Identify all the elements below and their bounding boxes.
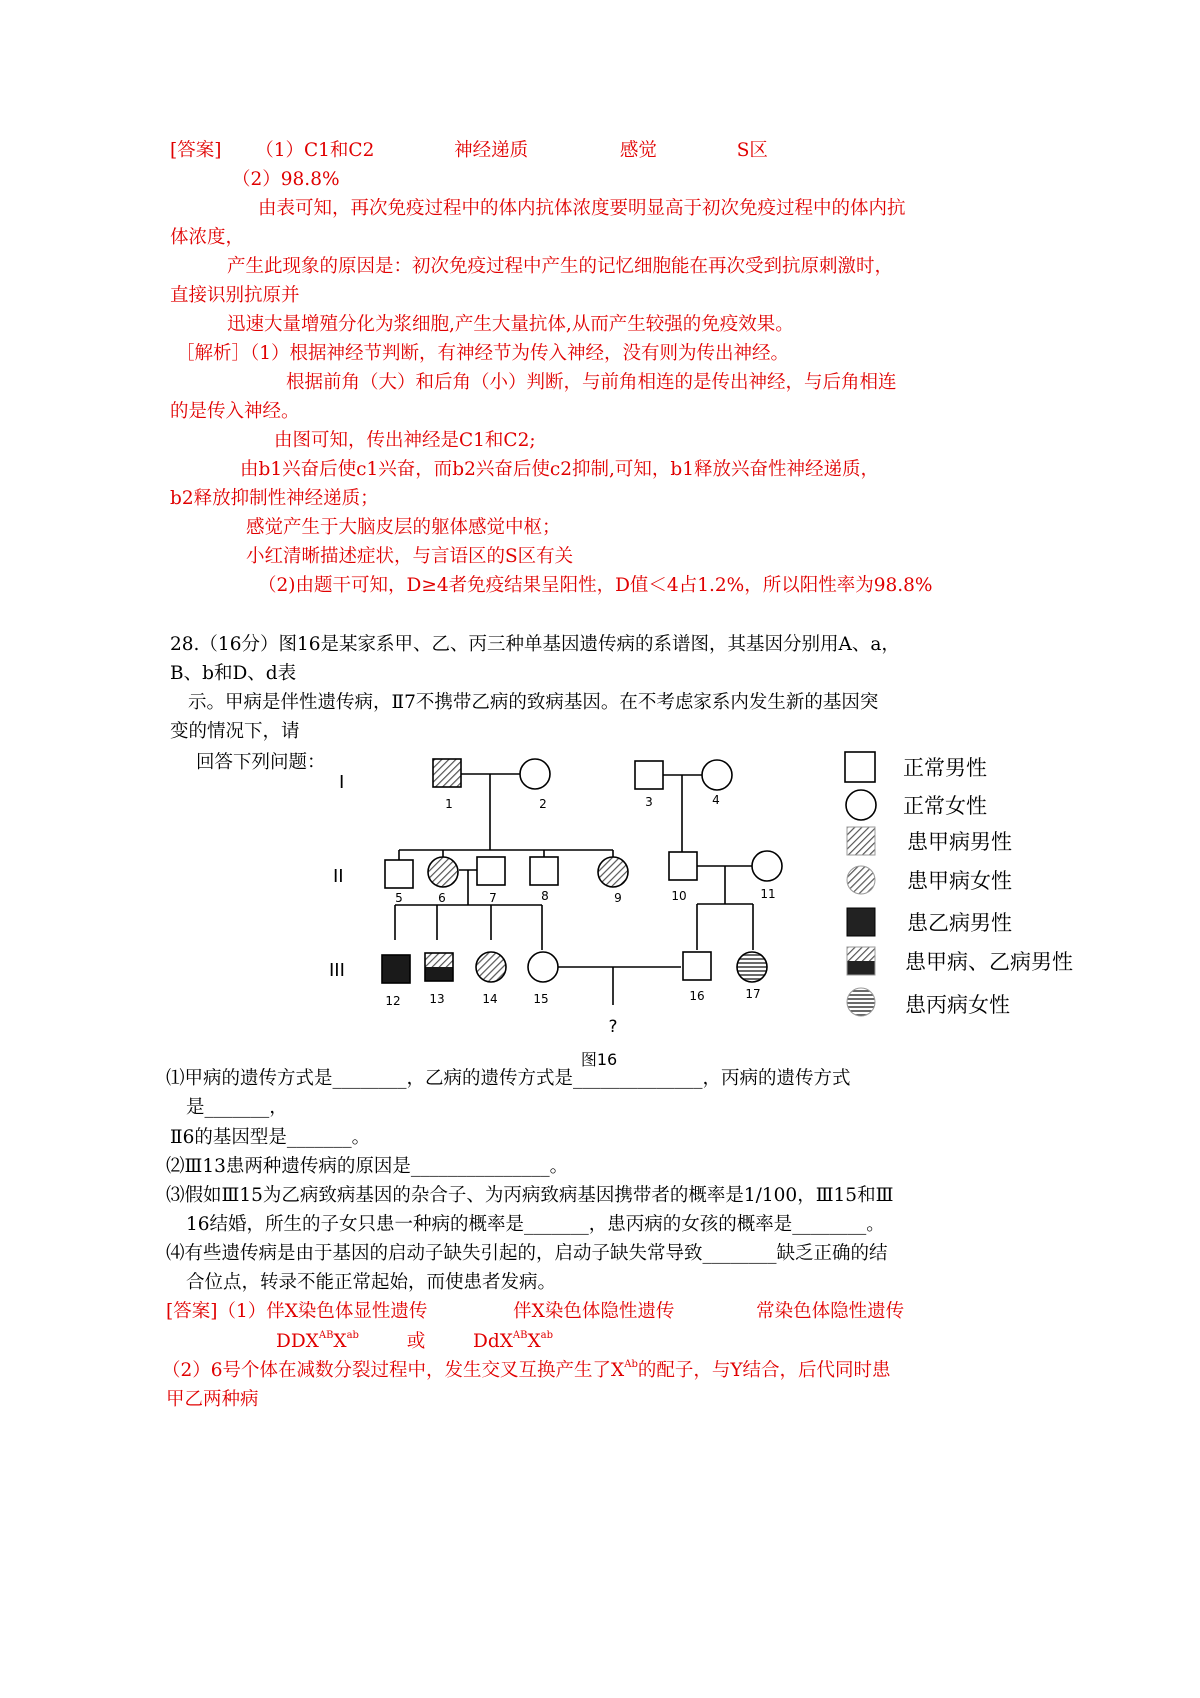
answer-part-1c: S区 [736, 140, 768, 161]
answer-part-1a: 神经递质 [454, 140, 529, 161]
answer-line-4b: 直接识别抗原并 [170, 285, 300, 306]
answer28-part-1b: 伴X染色体隐性遗传 [513, 1301, 675, 1322]
answer28-genotypes [276, 1329, 553, 1355]
number-11: 11 [760, 887, 776, 901]
analysis-line-4b: b2释放抑制性神经递质； [170, 488, 379, 509]
answer-line-3a: 由表可知，再次免疫过程中的体内抗体浓度要明显高于初次免疫过程中的体内抗 [258, 198, 906, 219]
individual-17 [737, 952, 767, 982]
legend-label-normal-female: 正常女性 [903, 794, 987, 818]
answer-line-3b: 体浓度， [170, 227, 245, 248]
number-6: 6 [438, 891, 446, 905]
legend-label-ab-male: 患甲病、乙病男性 [905, 950, 1073, 974]
legend-ab-male-upper [847, 947, 875, 961]
answer28-line-2a [162, 1358, 891, 1384]
figure-caption: 图16 [580, 1050, 618, 1069]
legend [845, 752, 1073, 1017]
question-1b: 是_______， [186, 1097, 288, 1118]
individual-3 [635, 761, 663, 789]
legend-label-a-female: 患甲病女性 [907, 869, 1012, 893]
number-8: 8 [541, 889, 549, 903]
individual-9 [598, 857, 628, 887]
answer28-line-1 [166, 1299, 904, 1325]
answer28-part-2-post: 的配子，与Y结合，后代同时患 [637, 1360, 891, 1381]
generation-label-II: II [333, 866, 344, 887]
individual-6 [428, 857, 458, 887]
legend-label-normal-male: 正常男性 [903, 756, 987, 780]
number-13: 13 [429, 992, 445, 1006]
q28-line-3: 示。甲病是伴性遗传病，Ⅱ7不携带乙病的致病基因。在不考虑家系内发生新的基因突 [188, 692, 879, 713]
number-15: 15 [533, 992, 549, 1006]
individual-14 [476, 952, 506, 982]
individual-10 [669, 852, 697, 880]
genotype-or: 或 [406, 1331, 426, 1352]
legend-ab-male-lower [847, 961, 875, 975]
answer-line-2: （2）98.8% [232, 169, 340, 190]
answer-label: [答案] [170, 140, 222, 161]
q28-line-2: B、b和D、d表 [170, 663, 297, 684]
individual-2 [520, 759, 550, 789]
answer28-part-1: （1）伴X染色体显性遗传 [217, 1301, 428, 1322]
genotype-2-base: DdX [473, 1331, 513, 1352]
legend-label-b-male: 患乙病男性 [907, 911, 1012, 935]
analysis-line-1: ［解析］（1）根据神经节判断，有神经节为传入神经，没有则为传出神经。 [176, 343, 790, 364]
answer28-label: [答案] [166, 1301, 218, 1322]
legend-label-c-female: 患丙病女性 [905, 993, 1010, 1017]
legend-a-female-icon [847, 866, 875, 894]
number-16: 16 [689, 989, 705, 1003]
number-7: 7 [489, 891, 497, 905]
individual-1 [433, 759, 461, 787]
pedigree-figure [329, 756, 1095, 1075]
generation-label-I: I [339, 772, 345, 793]
question-4b: 合位点，转录不能正常起始，而使患者发病。 [186, 1272, 557, 1293]
number-3: 3 [645, 795, 653, 809]
question-4a: ⑷有些遗传病是由于基因的启动子缺失引起的，启动子缺失常导致________缺乏正确的结 [166, 1243, 888, 1264]
question-mark: ? [608, 1017, 618, 1037]
individual-15 [528, 952, 558, 982]
individual-12 [382, 955, 410, 983]
analysis-line-7: （2)由题干可知，D≥4者免疫结果呈阳性，D值＜4占1.2%，所以阳性率为98.8% [258, 575, 933, 596]
individual-4 [702, 760, 732, 790]
individual-13-lower [425, 967, 453, 981]
genotype-1-base: DDX [276, 1331, 319, 1352]
number-5: 5 [395, 891, 403, 905]
number-17: 17 [745, 987, 761, 1001]
genotype-1 [276, 1331, 359, 1352]
q28-line-5: 回答下列问题： [196, 752, 326, 773]
question-2: ⑵Ⅲ13患两种遗传病的原因是_______________。 [166, 1156, 569, 1177]
analysis-line-3: 由图可知，传出神经是C1和C2; [274, 430, 536, 451]
answer-part-1: （1）C1和C2 [255, 140, 375, 161]
number-2: 2 [539, 797, 547, 811]
number-4: 4 [712, 793, 720, 807]
question-1a: ⑴甲病的遗传方式是________，乙病的遗传方式是______________，丙病的遗传方式 [166, 1068, 851, 1089]
q28-line-4: 变的情况下，请 [170, 721, 300, 742]
genotype-2-sup1: AB [512, 1330, 528, 1341]
answer28-line-2b: 甲乙两种病 [166, 1389, 259, 1410]
analysis-line-2b: 的是传入神经。 [170, 401, 300, 422]
analysis-line-5: 感觉产生于大脑皮层的躯体感觉中枢； [246, 517, 561, 538]
individual-11 [752, 851, 782, 881]
number-9: 9 [614, 891, 622, 905]
genotype-1-sup2: ab [346, 1330, 359, 1341]
individual-13-upper [425, 953, 453, 967]
legend-a-male-icon [847, 827, 875, 855]
individual-16 [683, 952, 711, 980]
question-3b: 16结婚，所生的子女只患一种病的概率是_______，患丙病的女孩的概率是________。 [186, 1214, 885, 1235]
number-12: 12 [385, 994, 401, 1008]
genotype-2-sup2: ab [540, 1330, 554, 1341]
answer-line-4a: 产生此现象的原因是：初次免疫过程中产生的记忆细胞能在再次受到抗原刺激时， [227, 256, 894, 277]
answer-line-5: 迅速大量增殖分化为浆细胞,产生大量抗体,从而产生较强的免疫效果。 [227, 314, 794, 335]
analysis-line-2a: 根据前角（大）和后角（小）判断，与前角相连的是传出神经，与后角相连 [286, 372, 897, 393]
analysis-line-4a: 由b1兴奋后使c1兴奋，而b2兴奋后使c2抑制,可知，b1释放兴奋性神经递质， [240, 459, 879, 480]
genotype-2 [473, 1331, 553, 1352]
number-10: 10 [671, 889, 687, 903]
generation-label-III: III [329, 960, 345, 981]
analysis-line-6: 小红清晰描述症状，与言语区的S区有关 [246, 546, 574, 567]
individual-8 [530, 857, 558, 885]
question-3a: ⑶假如Ⅲ15为乙病致病基因的杂合子、为丙病致病基因携带者的概率是1/100，Ⅲ15和Ⅲ [166, 1185, 894, 1206]
number-1: 1 [445, 797, 453, 811]
legend-normal-male-icon [845, 752, 875, 782]
legend-c-female-icon [847, 988, 875, 1016]
genotype-1-mid: X [333, 1331, 347, 1352]
genotype-2-mid: X [527, 1331, 541, 1352]
answer-line-1 [170, 138, 768, 164]
number-14: 14 [482, 992, 498, 1006]
legend-normal-female-icon [846, 790, 876, 820]
answer28-part-1c: 常染色体隐性遗传 [756, 1301, 905, 1322]
individual-5 [385, 860, 413, 888]
legend-b-male-icon [847, 908, 875, 936]
genotype-1-sup1: AB [318, 1330, 334, 1341]
individual-7 [477, 857, 505, 885]
q28-line-1: 28.（16分）图16是某家系甲、乙、丙三种单基因遗传病的系谱图，其基因分别用A、a， [170, 634, 900, 655]
answer28-part-2-sup: Ab [624, 1359, 638, 1370]
question-1c: Ⅱ6的基因型是_______。 [170, 1127, 371, 1148]
answer28-part-2-pre: （2）6号个体在减数分裂过程中，发生交叉互换产生了X [162, 1360, 625, 1381]
legend-label-a-male: 患甲病男性 [907, 830, 1012, 854]
answer-part-1b: 感觉 [619, 140, 657, 161]
